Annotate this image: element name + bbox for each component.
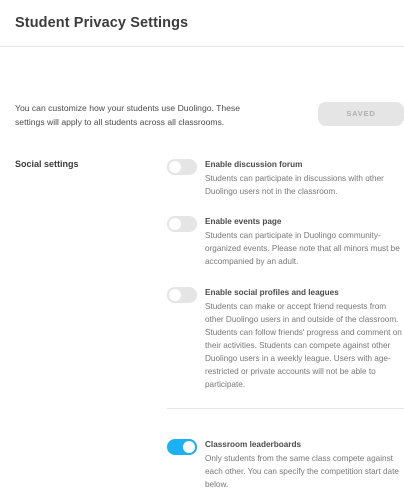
page-title: Student Privacy Settings (15, 15, 189, 31)
setting-title: Enable discussion forum (205, 160, 303, 169)
toggle-knob (181, 439, 197, 455)
discussion-forum-toggle[interactable] (167, 159, 197, 175)
classroom-leaderboards-toggle[interactable] (167, 439, 197, 455)
setting-description: Students can make or accept friend requests from other Duolingo users in and outside of the classroom. Students can follow friends' progress and comment on their activities. Students can compete against other Duolingo users in a weekly league. Users with age-restricted or private accounts will not be able to participate. (205, 302, 402, 389)
section-divider (167, 408, 404, 409)
setting-title: Enable events page (205, 217, 282, 226)
setting-description: Only students from the same class compete against each other. You can specify the competition start date below. (205, 454, 399, 489)
events-page-toggle[interactable] (167, 216, 197, 232)
toggle-knob (167, 159, 183, 175)
intro-text: You can customize how your students use Duolingo. These settings will apply to all students across all classrooms. (15, 103, 241, 127)
toggle-knob (167, 287, 183, 303)
setting-title: Classroom leaderboards (205, 440, 302, 449)
setting-description: Students can participate in discussions with other Duolingo users not in the classroom. (205, 174, 384, 196)
toggle-knob (167, 216, 183, 232)
social-settings-title: Social settings (15, 159, 79, 169)
setting-title: Enable social profiles and leagues (205, 288, 339, 297)
setting-description: Students can participate in Duolingo community-organized events. Please note that all minors must be accompanied by an adult. (205, 231, 400, 266)
page-header (0, 0, 404, 47)
social-profiles-toggle[interactable] (167, 287, 197, 303)
saved-button[interactable]: SAVED (318, 102, 404, 126)
